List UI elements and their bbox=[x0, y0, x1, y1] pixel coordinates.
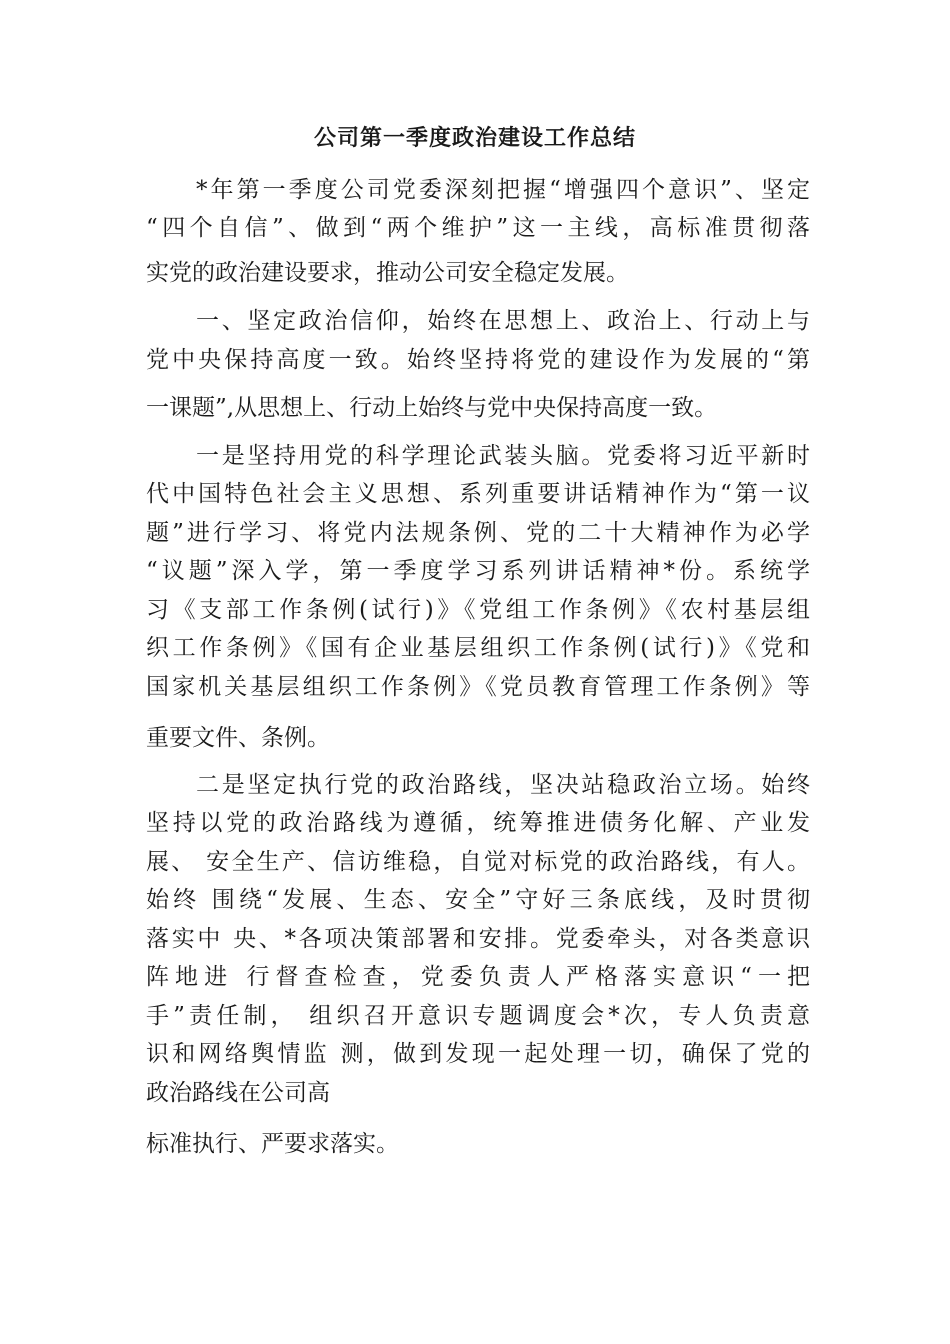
paragraph-line: 织工作条例》《国有企业基层组织工作条例(试行)》《党和 bbox=[146, 635, 810, 661]
paragraph-line: 国家机关基层组织工作条例》《党员教育管理工作条例》等 bbox=[146, 674, 810, 700]
paragraph-line: 二是坚定执行党的政治路线，坚决站稳政治立场。始终 bbox=[196, 772, 810, 798]
paragraph-line: 展、 安全生产、信访维稳，自觉对标党的政治路线，有人。 bbox=[146, 849, 810, 875]
paragraph-line: 代中国特色社会主义思想、系列重要讲话精神作为“第一议 bbox=[146, 481, 810, 507]
paragraph-line: 重要文件、条例。 bbox=[146, 725, 330, 751]
paragraph-line: 手”责任制， 组织召开意识专题调度会*次，专人负责意 bbox=[146, 1003, 810, 1029]
paragraph-line: 始终 围绕“发展、生态、安全”守好三条底线，及时贯彻 bbox=[146, 887, 810, 913]
document-title: 公司第一季度政治建设工作总结 bbox=[313, 126, 636, 151]
paragraph-line: 一、坚定政治信仰，始终在思想上、政治上、行动上与 bbox=[196, 308, 810, 334]
paragraph-line: 落实中 央、*各项决策部署和安排。党委牵头，对各类意识 bbox=[146, 926, 810, 952]
paragraph-line: 习《支部工作条例(试行)》《党组工作条例》《农村基层组 bbox=[146, 597, 810, 623]
paragraph-line: 标准执行、严要求落实。 bbox=[146, 1131, 399, 1157]
paragraph-line: 政治路线在公司高 bbox=[146, 1080, 330, 1106]
paragraph-line: 党中央保持高度一致。始终坚持将党的建设作为发展的“第 bbox=[146, 347, 810, 373]
paragraph-line: 坚持以党的政治路线为遵循，统筹推进债务化解、产业发 bbox=[146, 810, 810, 836]
paragraph-line: 识和网络舆情监 测，做到发现一起处理一切，确保了党的 bbox=[146, 1041, 810, 1067]
paragraph-line: 实党的政治建设要求，推动公司安全稳定发展。 bbox=[146, 260, 629, 286]
paragraph-line: 题”进行学习、将党内法规条例、党的二十大精神作为必学 bbox=[146, 520, 810, 546]
paragraph-line: “四个自信”、做到“两个维护”这一主线，高标准贯彻落 bbox=[146, 215, 810, 241]
paragraph-line: 阵地进 行督查检查，党委负责人严格落实意识“一把 bbox=[146, 964, 810, 990]
paragraph-line: 一课题”,从思想上、行动上始终与党中央保持高度一致。 bbox=[146, 395, 718, 421]
paragraph-line: 一是坚持用党的科学理论武装头脑。党委将习近平新时 bbox=[196, 443, 810, 469]
paragraph-line: *年第一季度公司党委深刻把握“增强四个意识”、坚定 bbox=[196, 177, 810, 203]
paragraph-line: “议题”深入学，第一季度学习系列讲话精神*份。系统学 bbox=[146, 558, 810, 584]
